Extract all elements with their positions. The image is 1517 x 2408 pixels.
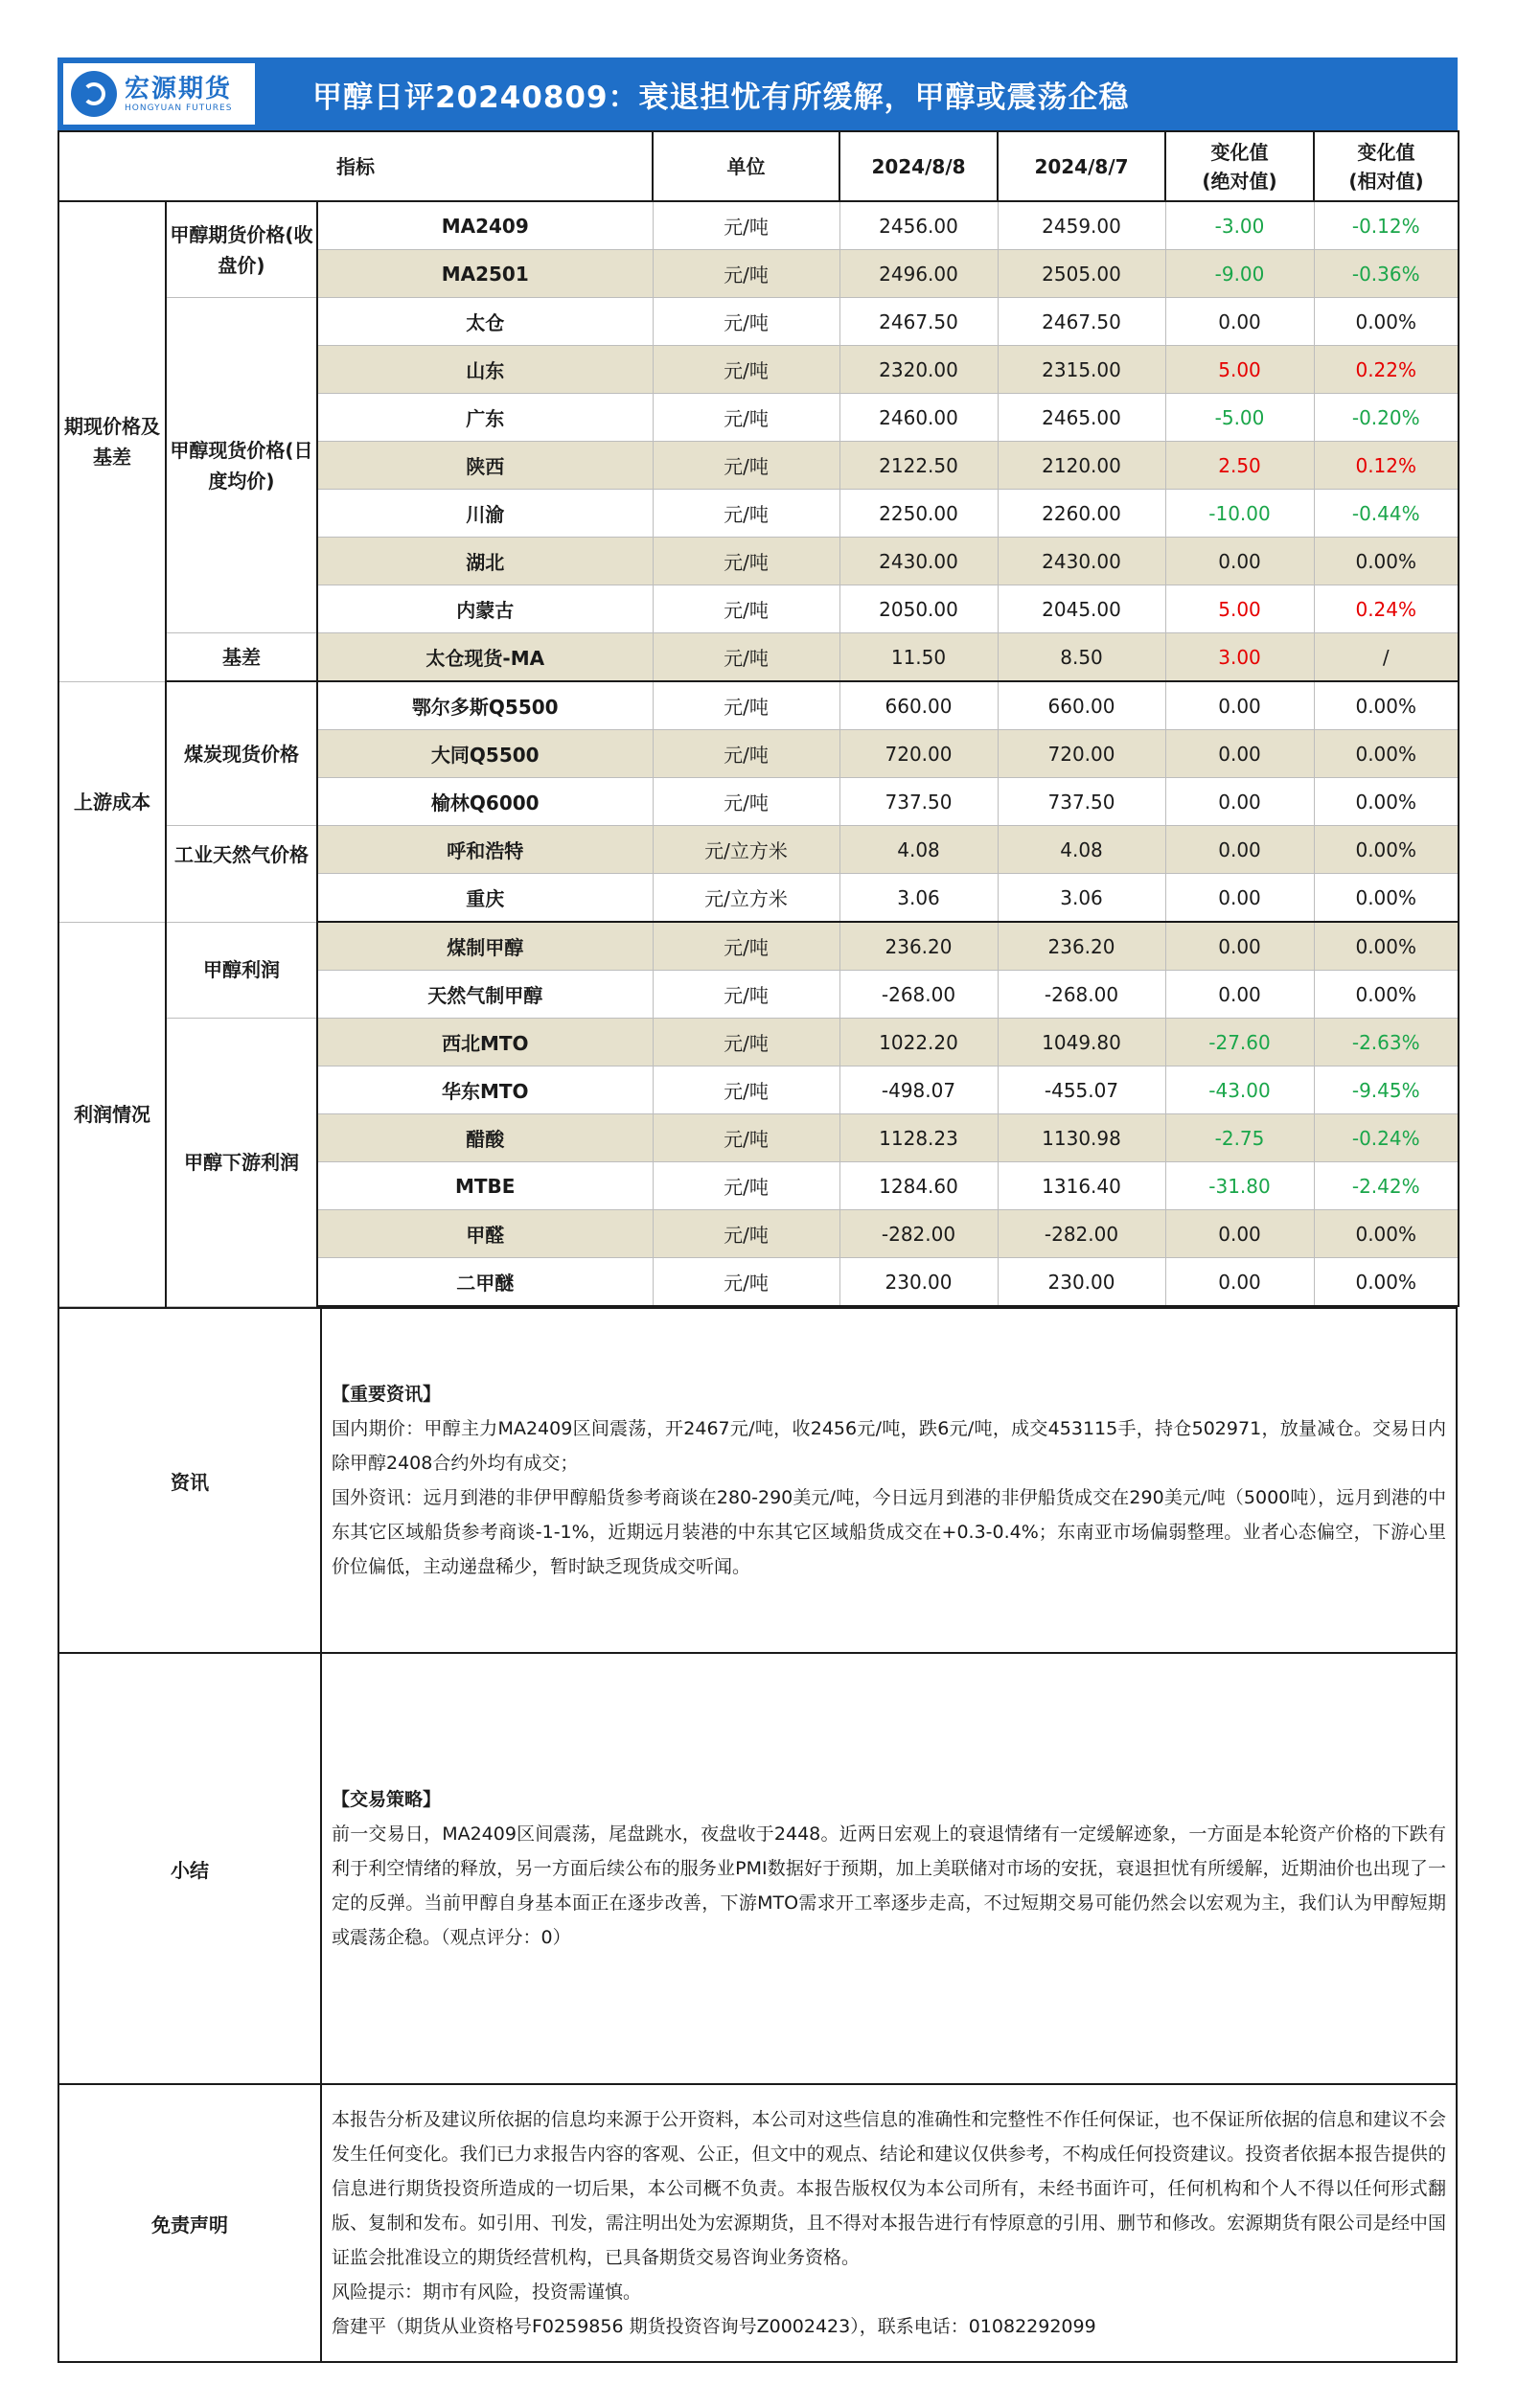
indicator-name: 内蒙古 — [317, 585, 653, 633]
value-date1: 737.50 — [839, 778, 998, 826]
report-header — [57, 57, 1458, 130]
abs-change: -2.75 — [1165, 1114, 1314, 1162]
value-date2: 2467.50 — [998, 298, 1165, 346]
value-date2: 4.08 — [998, 826, 1165, 874]
value-date1: 1284.60 — [839, 1162, 998, 1210]
value-date2: 1316.40 — [998, 1162, 1165, 1210]
value-date1: 2460.00 — [839, 394, 998, 442]
value-date1: 2050.00 — [839, 585, 998, 633]
value-date2: 8.50 — [998, 633, 1165, 682]
disclaimer-paragraph: 本报告分析及建议所依据的信息均来源于公开资料，本公司对这些信息的准确性和完整性不作任何保证，也不保证所依据的信息和建议不会发生任何变化。我们已力求报告内容的客观、公正，但文中的观点、结论和建议仅供参考，不构成任何投资建议。投资者依据本报告提供的信息进行期货投资所造成的一切后果，本公司概不负责。本报告版权仅为本公司所有，未经书面许可，任何机构和个人不得以任何形式翻版、复制和发布。如引用、刊发，需注明出处为宏源期货，且不得对本报告进行有悖原意的引用、删节和修改。宏源期货有限公司是经中国证监会批准设立的期货经营机构，已具备期货交易咨询业务资格。 — [332, 2109, 1446, 2268]
value-date2: 1130.98 — [998, 1114, 1165, 1162]
analyst-contact: 詹建平（期货从业资格号F0259856 期货投资咨询号Z0002423），联系电话：01082292099 — [332, 2316, 1096, 2337]
col-header-rel-change: 变化值 (相对值) — [1314, 131, 1459, 201]
col-header-abs-change: 变化值 (绝对值) — [1165, 131, 1314, 201]
value-date2: 2120.00 — [998, 442, 1165, 490]
unit-cell: 元/吨 — [653, 1258, 839, 1307]
report-sheet — [57, 57, 1458, 2363]
indicator-name: MA2501 — [317, 250, 653, 298]
rel-change: 0.00% — [1314, 874, 1459, 923]
rel-change: -9.45% — [1314, 1066, 1459, 1114]
unit-cell: 元/吨 — [653, 1114, 839, 1162]
rel-change: 0.00% — [1314, 1258, 1459, 1307]
value-date2: 737.50 — [998, 778, 1165, 826]
report-title: 甲醇日评20240809：衰退担忧有所缓解，甲醇或震荡企稳 — [312, 80, 1130, 115]
abs-change: 0.00 — [1165, 1258, 1314, 1307]
futures-subgroup-label: 甲醇期货价格(收盘价) — [166, 201, 317, 298]
value-date2: 2465.00 — [998, 394, 1165, 442]
summary-row — [58, 1653, 1457, 2084]
indicator-name: MA2409 — [317, 201, 653, 250]
rel-change: 0.00% — [1314, 778, 1459, 826]
rel-change: 0.00% — [1314, 681, 1459, 730]
value-date1: 2320.00 — [839, 346, 998, 394]
unit-cell: 元/吨 — [653, 971, 839, 1019]
rel-change: 0.00% — [1314, 538, 1459, 585]
abs-change: 0.00 — [1165, 971, 1314, 1019]
abs-change: 0.00 — [1165, 538, 1314, 585]
abs-change: 0.00 — [1165, 681, 1314, 730]
rel-change: 0.00% — [1314, 1210, 1459, 1258]
value-date2: -268.00 — [998, 971, 1165, 1019]
abs-change: 0.00 — [1165, 298, 1314, 346]
unit-cell: 元/吨 — [653, 346, 839, 394]
news-content — [321, 1308, 1457, 1653]
indicator-name: 湖北 — [317, 538, 653, 585]
value-date1: 2496.00 — [839, 250, 998, 298]
unit-cell: 元/吨 — [653, 1019, 839, 1066]
unit-cell: 元/吨 — [653, 681, 839, 730]
indicator-name: 太仓现货-MA — [317, 633, 653, 682]
unit-cell: 元/立方米 — [653, 874, 839, 923]
abs-change: 0.00 — [1165, 922, 1314, 971]
logo-text-en: HONGYUAN FUTURES — [125, 103, 233, 113]
unit-cell: 元/吨 — [653, 730, 839, 778]
rel-change: 0.00% — [1314, 971, 1459, 1019]
news-heading: 【重要资讯】 — [332, 1384, 442, 1405]
rel-change: -0.36% — [1314, 250, 1459, 298]
abs-change: -31.80 — [1165, 1162, 1314, 1210]
abs-change: -43.00 — [1165, 1066, 1314, 1114]
value-date2: 2430.00 — [998, 538, 1165, 585]
value-date1: 2430.00 — [839, 538, 998, 585]
table-row — [58, 922, 1459, 971]
disclaimer-content — [321, 2084, 1457, 2362]
value-date1: 236.20 — [839, 922, 998, 971]
indicator-name: 重庆 — [317, 874, 653, 923]
unit-cell: 元/吨 — [653, 201, 839, 250]
unit-cell: 元/吨 — [653, 394, 839, 442]
value-date1: 4.08 — [839, 826, 998, 874]
gas-subgroup-label: 工业天然气价格 — [166, 826, 317, 923]
indicator-name: 华东MTO — [317, 1066, 653, 1114]
value-date2: 660.00 — [998, 681, 1165, 730]
news-row — [58, 1308, 1457, 1653]
value-date1: 720.00 — [839, 730, 998, 778]
unit-cell: 元/吨 — [653, 442, 839, 490]
value-date2: 720.00 — [998, 730, 1165, 778]
col-header-date1: 2024/8/8 — [839, 131, 998, 201]
value-date2: 230.00 — [998, 1258, 1165, 1307]
disclaimer-row — [58, 2084, 1457, 2362]
value-date1: 1022.20 — [839, 1019, 998, 1066]
value-date1: 660.00 — [839, 681, 998, 730]
rel-change: 0.12% — [1314, 442, 1459, 490]
indicator-name: 二甲醚 — [317, 1258, 653, 1307]
news-label: 资讯 — [58, 1308, 321, 1653]
indicator-name: 大同Q5500 — [317, 730, 653, 778]
abs-change: -10.00 — [1165, 490, 1314, 538]
value-date1: 2456.00 — [839, 201, 998, 250]
value-date1: 230.00 — [839, 1258, 998, 1307]
basis-subgroup-label: 基差 — [166, 633, 317, 682]
unit-cell: 元/吨 — [653, 585, 839, 633]
col-header-unit: 单位 — [653, 131, 839, 201]
indicator-name: 陕西 — [317, 442, 653, 490]
rel-change: 0.00% — [1314, 826, 1459, 874]
value-date2: 3.06 — [998, 874, 1165, 923]
table-row — [58, 1019, 1459, 1066]
col-header-date2: 2024/8/7 — [998, 131, 1165, 201]
news-paragraph-foreign: 国外资讯：远月到港的非伊甲醇船货参考商谈在280-290美元/吨，今日远月到港的非伊船货成交在290美元/吨（5000吨），远月到港的中东其它区域船货参考商谈-1-1%，近期远月装港的中东其它区域船货成交在+0.3-0.4%；东南亚市场偏弱整理。业者心态偏空，下游心里价位偏低，主动递盘稀少，暂时缺乏现货成交听闻。 — [332, 1487, 1446, 1577]
value-date1: 3.06 — [839, 874, 998, 923]
table-row — [58, 298, 1459, 346]
indicator-name: MTBE — [317, 1162, 653, 1210]
risk-warning: 风险提示：期市有风险，投资需谨慎。 — [332, 2282, 642, 2303]
value-date2: -455.07 — [998, 1066, 1165, 1114]
abs-change: 0.00 — [1165, 778, 1314, 826]
upstream-group-label: 上游成本 — [58, 681, 166, 922]
unit-cell: 元/吨 — [653, 490, 839, 538]
indicator-name: 太仓 — [317, 298, 653, 346]
value-date2: 2045.00 — [998, 585, 1165, 633]
abs-change: 0.00 — [1165, 874, 1314, 923]
table-row — [58, 826, 1459, 874]
spot-subgroup-label: 甲醇现货价格(日度均价) — [166, 298, 317, 633]
indicator-name: 醋酸 — [317, 1114, 653, 1162]
col-header-indicator: 指标 — [58, 131, 653, 201]
indicator-name: 天然气制甲醇 — [317, 971, 653, 1019]
value-date1: 1128.23 — [839, 1114, 998, 1162]
abs-change: 5.00 — [1165, 585, 1314, 633]
rel-change: 0.22% — [1314, 346, 1459, 394]
unit-cell: 元/吨 — [653, 1210, 839, 1258]
disclaimer-label: 免责声明 — [58, 2084, 321, 2362]
value-date2: 2260.00 — [998, 490, 1165, 538]
abs-change: 0.00 — [1165, 730, 1314, 778]
indicator-name: 鄂尔多斯Q5500 — [317, 681, 653, 730]
summary-paragraph: 前一交易日，MA2409区间震荡，尾盘跳水，夜盘收于2448。近两日宏观上的衰退情绪有一定缓解迹象，一方面是本轮资产价格的下跌有利于利空情绪的释放，另一方面后续公布的服务业PMI数据好于预期，加上美联储对市场的安抚，衰退担忧有所缓解，近期油价也出现了一定的反弹。当前甲醇自身基本面正在逐步改善，下游MTO需求开工率逐步走高，不过短期交易可能仍然会以宏观为主，我们认为甲醇短期或震荡企稳。（观点评分：0） — [332, 1823, 1446, 1948]
value-date1: 2467.50 — [839, 298, 998, 346]
rel-change: 0.24% — [1314, 585, 1459, 633]
unit-cell: 元/吨 — [653, 298, 839, 346]
downstream-profit-subgroup-label: 甲醇下游利润 — [166, 1019, 317, 1307]
logo-text-cn: 宏源期货 — [125, 75, 233, 103]
indicator-name: 广东 — [317, 394, 653, 442]
abs-change: 0.00 — [1165, 826, 1314, 874]
unit-cell: 元/吨 — [653, 778, 839, 826]
indicator-name: 山东 — [317, 346, 653, 394]
indicator-name: 煤制甲醇 — [317, 922, 653, 971]
rel-change: -0.20% — [1314, 394, 1459, 442]
value-date2: 1049.80 — [998, 1019, 1165, 1066]
rel-change: -2.42% — [1314, 1162, 1459, 1210]
value-date1: -498.07 — [839, 1066, 998, 1114]
table-header-row — [58, 131, 1459, 201]
summary-label: 小结 — [58, 1653, 321, 2084]
abs-change: 5.00 — [1165, 346, 1314, 394]
abs-change: -9.00 — [1165, 250, 1314, 298]
rel-change: 0.00% — [1314, 922, 1459, 971]
profit-group-label: 利润情况 — [58, 922, 166, 1306]
coal-subgroup-label: 煤炭现货价格 — [166, 681, 317, 826]
rel-change: -0.12% — [1314, 201, 1459, 250]
rel-change: -0.44% — [1314, 490, 1459, 538]
unit-cell: 元/吨 — [653, 538, 839, 585]
indicator-table — [57, 130, 1460, 1307]
indicator-name: 西北MTO — [317, 1019, 653, 1066]
unit-cell: 元/吨 — [653, 250, 839, 298]
rel-change: / — [1314, 633, 1459, 682]
indicator-name: 呼和浩特 — [317, 826, 653, 874]
value-date1: 2250.00 — [839, 490, 998, 538]
unit-cell: 元/吨 — [653, 1066, 839, 1114]
table-row — [58, 201, 1459, 250]
abs-change: 3.00 — [1165, 633, 1314, 682]
unit-cell: 元/吨 — [653, 1162, 839, 1210]
company-logo — [63, 63, 255, 125]
unit-cell: 元/吨 — [653, 922, 839, 971]
summary-heading: 【交易策略】 — [332, 1789, 442, 1810]
table-row — [58, 633, 1459, 682]
abs-change: -3.00 — [1165, 201, 1314, 250]
rel-change: -2.63% — [1314, 1019, 1459, 1066]
rel-change: 0.00% — [1314, 730, 1459, 778]
value-date2: 2459.00 — [998, 201, 1165, 250]
value-date2: 2505.00 — [998, 250, 1165, 298]
logo-mark-icon — [71, 71, 117, 117]
news-paragraph-domestic: 国内期价：甲醇主力MA2409区间震荡，开2467元/吨，收2456元/吨，跌6元/吨，成交453115手，持仓502971，放量减仓。交易日内除甲醇2408合约外均有成交； — [332, 1418, 1446, 1474]
value-date1: 2122.50 — [839, 442, 998, 490]
table-row — [58, 681, 1459, 730]
value-date2: 2315.00 — [998, 346, 1165, 394]
rel-change: 0.00% — [1314, 298, 1459, 346]
value-date2: 236.20 — [998, 922, 1165, 971]
unit-cell: 元/吨 — [653, 633, 839, 682]
value-date1: 11.50 — [839, 633, 998, 682]
indicator-name: 榆林Q6000 — [317, 778, 653, 826]
abs-change: -27.60 — [1165, 1019, 1314, 1066]
value-date1: -268.00 — [839, 971, 998, 1019]
methanol-profit-subgroup-label: 甲醇利润 — [166, 922, 317, 1019]
unit-cell: 元/立方米 — [653, 826, 839, 874]
abs-change: -5.00 — [1165, 394, 1314, 442]
abs-change: 2.50 — [1165, 442, 1314, 490]
abs-change: 0.00 — [1165, 1210, 1314, 1258]
notes-table — [57, 1307, 1458, 2363]
summary-content — [321, 1653, 1457, 2084]
rel-change: -0.24% — [1314, 1114, 1459, 1162]
price-group-label: 期现价格及基差 — [58, 201, 166, 681]
value-date2: -282.00 — [998, 1210, 1165, 1258]
indicator-name: 川渝 — [317, 490, 653, 538]
indicator-name: 甲醛 — [317, 1210, 653, 1258]
value-date1: -282.00 — [839, 1210, 998, 1258]
